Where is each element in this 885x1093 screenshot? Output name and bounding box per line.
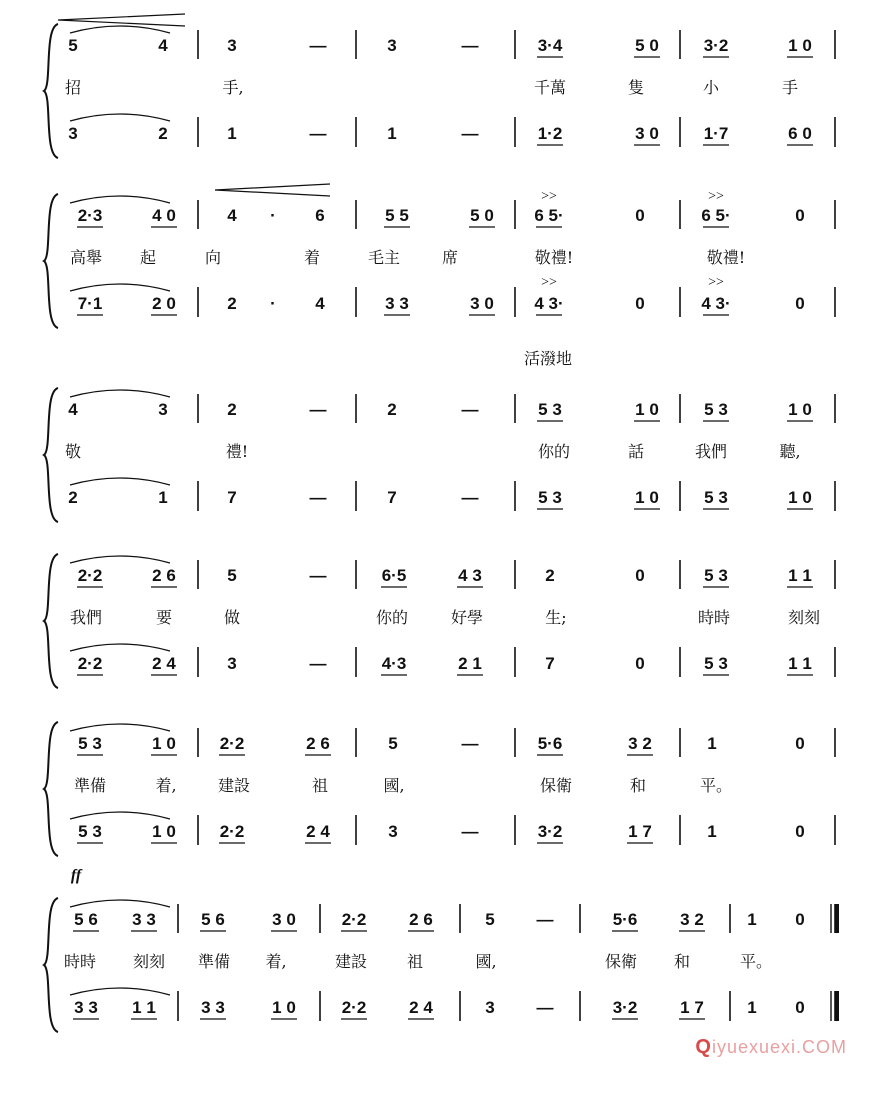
lower-note: 7	[227, 488, 237, 507]
upper-note: 4	[158, 36, 168, 55]
slur	[70, 900, 170, 907]
upper-note: 1 0	[788, 400, 812, 419]
lyric-syllable: 祖	[311, 776, 329, 795]
slur	[70, 812, 170, 819]
upper-note: 5	[227, 566, 237, 585]
lower-note: 3 3	[201, 998, 225, 1017]
lyric-syllable: 刻刻	[132, 952, 166, 971]
upper-note: 3·4	[537, 36, 563, 55]
upper-note: 2 6	[306, 734, 330, 753]
lyric-syllable: 聽,	[779, 442, 801, 461]
upper-note: 2·3	[77, 206, 103, 225]
lower-note: 2 0	[152, 294, 176, 313]
lower-note: 2	[68, 488, 78, 507]
lower-note: 1 0	[635, 488, 659, 507]
system-brace	[44, 554, 58, 688]
accent-mark: >>	[708, 275, 724, 290]
lyric-syllable: 平。	[739, 952, 773, 971]
slur	[70, 114, 170, 121]
slur	[70, 390, 170, 397]
upper-note: —	[461, 36, 479, 55]
upper-note: 5 0	[470, 206, 494, 225]
upper-note: 1 0	[635, 400, 659, 419]
upper-note: 5·6	[537, 734, 563, 753]
upper-note: 3 0	[272, 910, 296, 929]
lyric-syllable: 刻刻	[787, 608, 821, 627]
lyric-syllable: 我們	[694, 442, 728, 461]
lyric-syllable: 和	[673, 952, 691, 971]
lyric-syllable: 準備	[197, 952, 231, 971]
lyric-syllable: 國,	[475, 952, 497, 971]
watermark-q: Q	[695, 1036, 712, 1058]
upper-note: 3 2	[628, 734, 652, 753]
upper-note: 5	[68, 36, 78, 55]
lower-note: ·	[270, 294, 276, 313]
lower-note: 1·7	[703, 124, 729, 143]
lyric-syllable: 和	[629, 776, 647, 795]
lyric-syllable: 平。	[699, 776, 733, 795]
upper-note: 1	[747, 910, 757, 929]
site-watermark	[695, 1036, 847, 1059]
lyric-syllable: 禮!	[225, 442, 249, 461]
upper-note: 2 6	[409, 910, 433, 929]
lower-note: 1 1	[788, 654, 812, 673]
lyric-syllable: 做	[223, 608, 241, 627]
upper-note: 4	[68, 400, 78, 419]
lower-note: 2·2	[219, 822, 245, 841]
upper-note: 3	[227, 36, 237, 55]
upper-note: 5 3	[538, 400, 562, 419]
lower-note: 1 1	[132, 998, 156, 1017]
lyric-syllable: 招	[64, 78, 82, 97]
lower-note: —	[309, 124, 327, 143]
lyric-syllable: 好學	[450, 608, 484, 627]
lyric-syllable: 國,	[383, 776, 405, 795]
lower-note: 2·2	[77, 654, 103, 673]
system-brace	[44, 194, 58, 328]
lower-note: 3	[227, 654, 237, 673]
lower-note: 1	[387, 124, 397, 143]
lyric-syllable: 千萬	[533, 78, 567, 97]
slur	[70, 478, 170, 485]
lower-note: 1	[707, 822, 717, 841]
lower-note: 7	[387, 488, 397, 507]
lower-note: 5 3	[78, 822, 102, 841]
lyric-syllable: 小	[702, 78, 720, 97]
lower-note: 3 0	[470, 294, 494, 313]
upper-note: —	[309, 36, 327, 55]
lower-note: 2·2	[341, 998, 367, 1017]
lower-note: 3 0	[635, 124, 659, 143]
upper-note: 5 3	[78, 734, 102, 753]
lower-note: 5 3	[704, 654, 728, 673]
lower-note: —	[461, 822, 479, 841]
lower-note: 0	[795, 294, 805, 313]
upper-note: 2·2	[77, 566, 103, 585]
lyric-syllable: 生;	[545, 608, 567, 627]
lyric-syllable: 着	[303, 248, 321, 267]
lyric-syllable: 話	[627, 442, 645, 461]
watermark-text: iyuexuexi.COM	[711, 1037, 847, 1057]
slur	[70, 556, 170, 563]
lower-note: 7·1	[77, 294, 103, 313]
lyric-syllable: 隻	[627, 78, 645, 97]
upper-note: 2	[387, 400, 397, 419]
lyric-syllable: 着,	[265, 952, 287, 971]
upper-note: 5	[388, 734, 398, 753]
system-brace	[44, 898, 58, 1032]
upper-note: 3	[158, 400, 168, 419]
upper-note: 5 6	[74, 910, 98, 929]
upper-note: 5·6	[612, 910, 638, 929]
dynamic-marking: ff	[70, 867, 82, 884]
upper-note: 6 5·	[534, 206, 564, 225]
lower-note: 1·2	[537, 124, 563, 143]
upper-note: 1	[707, 734, 717, 753]
upper-note: 2·2	[341, 910, 367, 929]
lower-note: 1 0	[152, 822, 176, 841]
upper-note: —	[461, 400, 479, 419]
upper-note: —	[309, 400, 327, 419]
upper-note: —	[309, 566, 327, 585]
upper-note: 5 3	[704, 566, 728, 585]
lower-note: —	[461, 124, 479, 143]
crescendo-hairpin	[58, 14, 185, 26]
lyric-syllable: 祖	[406, 952, 424, 971]
upper-note: 5 5	[385, 206, 409, 225]
slur	[70, 26, 170, 33]
lower-note: 4·3	[381, 654, 407, 673]
lower-note: 1 7	[680, 998, 704, 1017]
lower-note: 2 1	[458, 654, 482, 673]
slur	[70, 724, 170, 731]
upper-note: 3	[387, 36, 397, 55]
lower-note: 5 3	[704, 488, 728, 507]
lyric-syllable: 敬禮!	[534, 248, 574, 267]
upper-note: —	[536, 910, 554, 929]
accent-mark: >>	[541, 275, 557, 290]
lower-note: 0	[795, 998, 805, 1017]
upper-note: 1 0	[152, 734, 176, 753]
lower-note: 3	[388, 822, 398, 841]
upper-note: 3·2	[703, 36, 729, 55]
lower-note: 1 7	[628, 822, 652, 841]
lyric-syllable: 準備	[73, 776, 107, 795]
system-brace	[44, 388, 58, 522]
lyric-syllable: 向	[204, 248, 222, 267]
lower-note: 2 4	[409, 998, 433, 1017]
lower-note: 3 3	[74, 998, 98, 1017]
lower-note: 4	[315, 294, 325, 313]
accent-mark: >>	[708, 189, 724, 204]
lyric-syllable: 着,	[155, 776, 177, 795]
lower-note: 1 0	[272, 998, 296, 1017]
lower-note: 3·2	[612, 998, 638, 1017]
upper-note: 0	[795, 910, 805, 929]
upper-note: 4 0	[152, 206, 176, 225]
slur	[70, 988, 170, 995]
lyric-syllable: 我們	[69, 608, 103, 627]
upper-note: 0	[635, 566, 645, 585]
lyric-syllable: 你的	[375, 608, 409, 627]
upper-note: 6 5·	[701, 206, 731, 225]
upper-note: 5 0	[635, 36, 659, 55]
slur	[70, 196, 170, 203]
upper-note: 5 6	[201, 910, 225, 929]
system-brace	[44, 24, 58, 158]
upper-note: 6·5	[381, 566, 407, 585]
upper-note: 2	[227, 400, 237, 419]
lower-note: —	[536, 998, 554, 1017]
lyric-syllable: 你的	[537, 442, 571, 461]
lower-note: 4 3·	[534, 294, 564, 313]
lower-note: 3·2	[537, 822, 563, 841]
upper-note: 2·2	[219, 734, 245, 753]
upper-note: ·	[270, 206, 276, 225]
lower-note: 1	[747, 998, 757, 1017]
lyric-syllable: 手,	[222, 78, 244, 97]
upper-note: 4 3	[458, 566, 482, 585]
lower-note: 6 0	[788, 124, 812, 143]
lyric-syllable: 時時	[697, 608, 731, 627]
lower-note: 4 3·	[701, 294, 731, 313]
lower-note: 2 4	[306, 822, 330, 841]
upper-note: 1 0	[788, 36, 812, 55]
upper-note: 0	[795, 734, 805, 753]
upper-note: 4	[227, 206, 237, 225]
lyric-syllable: 敬禮!	[706, 248, 746, 267]
slur	[70, 644, 170, 651]
lyric-syllable: 席	[441, 248, 459, 267]
lyric-syllable: 手	[781, 78, 799, 97]
upper-note: 0	[795, 206, 805, 225]
upper-note: 0	[635, 206, 645, 225]
lower-note: 0	[635, 654, 645, 673]
lower-note: —	[309, 488, 327, 507]
tempo-marking: 活潑地	[523, 349, 573, 368]
lyric-syllable: 要	[155, 608, 173, 627]
upper-note: 3 3	[132, 910, 156, 929]
lower-note: 0	[795, 822, 805, 841]
lower-note: —	[309, 654, 327, 673]
upper-note: 5 3	[704, 400, 728, 419]
upper-note: —	[461, 734, 479, 753]
lyric-syllable: 時時	[63, 952, 97, 971]
lower-note: 2	[227, 294, 237, 313]
lyric-syllable: 毛主	[367, 248, 401, 267]
lower-note: 2	[158, 124, 168, 143]
upper-note: 3 2	[680, 910, 704, 929]
upper-note: 1 1	[788, 566, 812, 585]
lyric-syllable: 保衛	[604, 952, 638, 971]
lower-note: 5 3	[538, 488, 562, 507]
lyric-syllable: 敬	[64, 442, 82, 461]
lower-note: 1 0	[788, 488, 812, 507]
lower-note: 0	[635, 294, 645, 313]
lower-note: 2 4	[152, 654, 176, 673]
system-brace	[44, 722, 58, 856]
upper-note: 2 6	[152, 566, 176, 585]
lower-note: 3	[485, 998, 495, 1017]
crescendo-hairpin	[215, 184, 330, 196]
lower-note: 7	[545, 654, 555, 673]
upper-note: 2	[545, 566, 555, 585]
lyric-syllable: 高舉	[69, 248, 103, 267]
lyric-syllable: 建設	[334, 952, 368, 971]
slur	[70, 284, 170, 291]
upper-note: 5	[485, 910, 495, 929]
lower-note: 1	[227, 124, 237, 143]
upper-note: 6	[315, 206, 325, 225]
lyric-syllable: 保衛	[539, 776, 573, 795]
lower-note: 1	[158, 488, 168, 507]
accent-mark: >>	[541, 189, 557, 204]
lower-note: —	[461, 488, 479, 507]
lyric-syllable: 起	[139, 248, 157, 267]
lyric-syllable: 建設	[217, 776, 251, 795]
lower-note: 3 3	[385, 294, 409, 313]
lower-note: 3	[68, 124, 78, 143]
